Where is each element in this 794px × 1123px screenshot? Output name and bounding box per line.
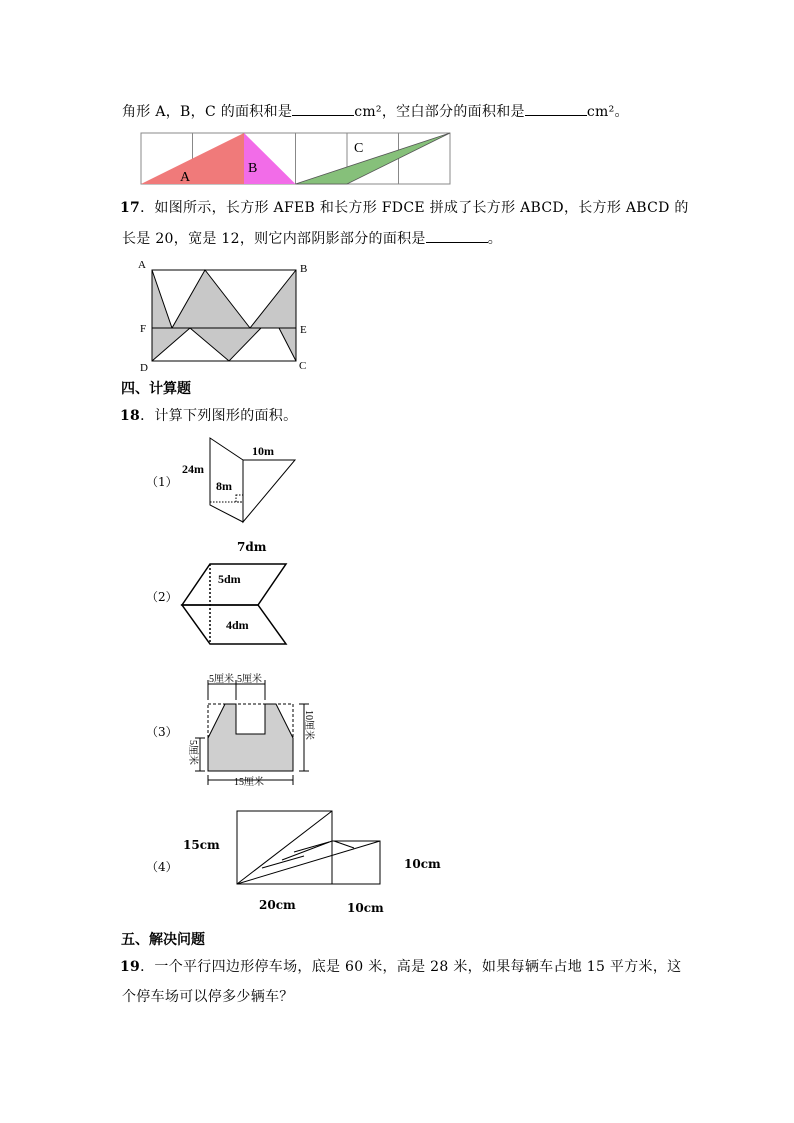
q18-text: 18．计算下列图形的面积。	[120, 408, 298, 424]
fig3-dim-e: 15厘米	[234, 777, 264, 788]
fig4-hatch	[294, 842, 329, 852]
fig3-shape	[208, 704, 293, 771]
fig2-figure	[176, 556, 292, 648]
label-B: B	[300, 263, 308, 275]
upper-shade	[152, 270, 296, 328]
fig1-right-angle	[236, 495, 243, 502]
label-b: B	[248, 161, 258, 176]
fig4-figure	[234, 808, 384, 888]
label-c: C	[354, 141, 364, 156]
answer-blank[interactable]	[292, 103, 354, 116]
fig3-tag: （3）	[146, 725, 178, 739]
fig3-figure	[178, 668, 318, 792]
fig2-tag: （2）	[146, 590, 178, 604]
q17-line1: 17．如图所示，长方形 AFEB 和长方形 FDCE 拼成了长方形 ABCD，长方形 ABCD 的	[120, 200, 689, 216]
answer-blank[interactable]	[525, 103, 587, 116]
triangle-c-outline	[296, 133, 451, 184]
label-C: C	[299, 360, 307, 372]
answer-blank[interactable]	[426, 230, 488, 243]
fig1-tag: （1）	[146, 475, 178, 489]
fig3-dim-c: 10厘米	[303, 710, 314, 740]
fig4-diagonal-1	[237, 811, 332, 884]
label-a: A	[180, 170, 191, 185]
q16-figure	[138, 130, 454, 188]
fig2-dim-a: 7dm	[237, 540, 267, 554]
label-E: E	[300, 324, 307, 336]
fig3-dim-a: 5厘米	[209, 674, 234, 685]
fig4-dim-b: 10cm	[404, 857, 441, 871]
fig3-dim-b: 5厘米	[237, 674, 262, 685]
label-D: D	[140, 362, 148, 374]
section-4-title: 四、计算题	[121, 381, 191, 397]
fig1-figure	[178, 430, 308, 530]
q17-figure	[134, 256, 324, 374]
fig2-dim-b: 5dm	[218, 572, 241, 586]
fig4-small-square	[332, 841, 380, 884]
fig4-dim-c: 20cm	[259, 898, 296, 912]
lower-shade-mid	[190, 328, 261, 361]
fig4-dim-a: 15cm	[183, 838, 220, 852]
fig1-dim-c: 8m	[216, 479, 232, 493]
fig1-triangle	[243, 460, 295, 522]
fig1-dim-a: 24m	[182, 462, 204, 476]
fig4-dim-d: 10cm	[347, 901, 384, 915]
fig2-dim-c: 4dm	[226, 618, 249, 632]
q19-line1: 19．一个平行四边形停车场，底是 60 米，高是 28 米，如果每辆车占地 15 平方米，这	[120, 959, 682, 975]
fig1-dim-b: 10m	[252, 444, 274, 458]
fig4-hatch	[334, 841, 354, 848]
fig4-tag: （4）	[146, 860, 178, 874]
q19-line2: 个停车场可以停多少辆车？	[122, 989, 294, 1005]
label-A: A	[138, 259, 146, 271]
q17-line2: 长是 20，宽是 12，则它内部阴影部分的面积是 。	[122, 231, 503, 247]
section-5-title: 五、解决问题	[121, 932, 205, 948]
label-F: F	[140, 323, 147, 335]
triangle-b	[244, 133, 296, 184]
fig3-dim-d: 5厘米	[187, 740, 198, 765]
q16-text: 角形 A，B，C 的面积和是 cm²，空白部分的面积和是 cm²。	[122, 104, 629, 120]
